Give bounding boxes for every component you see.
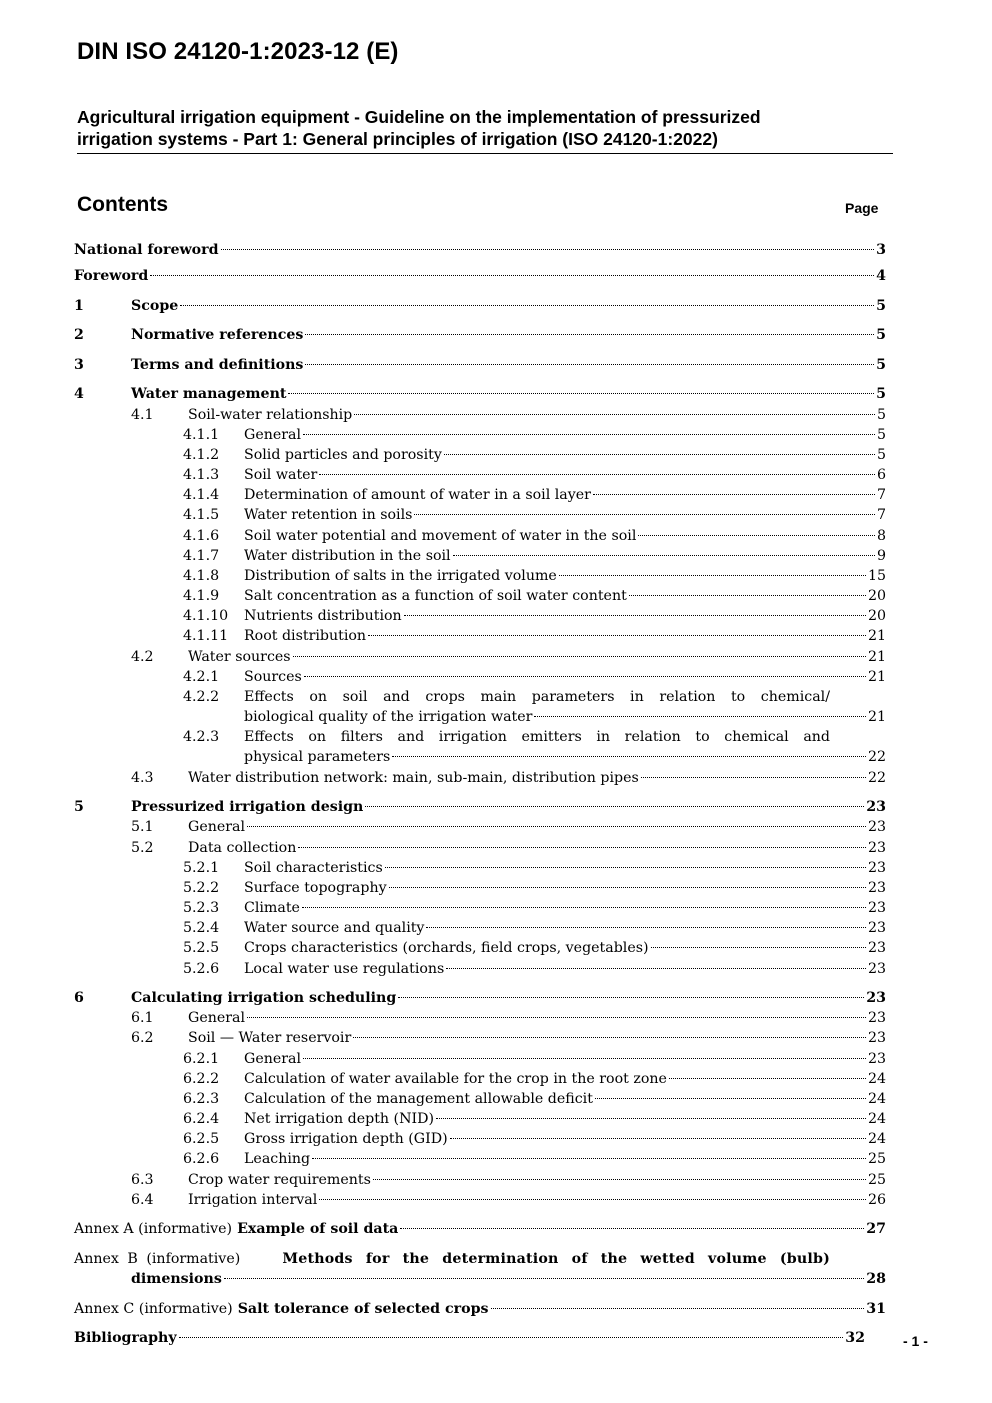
toc-number: 5.2.2 [183, 880, 220, 896]
toc-number: 6.2.5 [183, 1131, 220, 1147]
toc-leader [398, 997, 864, 998]
toc-page: 21 [867, 628, 886, 644]
toc-page: 5 [876, 386, 886, 402]
toc-title: Determination of amount of water in a soil layer [244, 487, 591, 503]
toc-page: 4 [876, 268, 886, 284]
toc-entry-4-2-2[interactable] [74, 689, 886, 709]
toc-title-line2: biological quality of the irrigation water [244, 709, 533, 725]
toc-title: General [244, 427, 302, 443]
toc-page: 23 [866, 990, 886, 1006]
toc-page: 22 [867, 770, 886, 786]
toc-page: 25 [867, 1172, 886, 1188]
toc-page: 9 [876, 548, 886, 564]
toc-entry-6-4[interactable] [74, 1192, 886, 1212]
toc-leader [247, 1017, 866, 1018]
toc-leader [319, 1199, 866, 1200]
document-title [77, 106, 897, 150]
toc-leader [304, 676, 866, 677]
toc-entry-6-2-1[interactable] [74, 1051, 886, 1071]
document-id: DIN ISO 24120-1:2023-12 (E) [77, 38, 399, 65]
toc-page: 23 [867, 840, 886, 856]
toc-entry-4-1-4[interactable] [74, 487, 886, 507]
toc-leader [312, 1158, 866, 1159]
toc-entry-5-2-1[interactable] [74, 860, 886, 880]
toc-entry-4-1-8[interactable] [74, 568, 886, 588]
contents-heading: Contents [77, 193, 168, 216]
toc-title: Data collection [188, 840, 297, 856]
toc-title: Distribution of salts in the irrigated volume [244, 568, 557, 584]
toc-leader [221, 249, 875, 250]
toc-leader [319, 474, 875, 475]
toc-number: 4.1.2 [183, 447, 220, 463]
toc-entry-4-2-1[interactable] [74, 669, 886, 689]
toc-title-line1: Methods for the determination of the wetted volume (bulb) [282, 1251, 830, 1267]
header-divider [77, 153, 893, 154]
toc-title: Climate [244, 900, 300, 916]
toc-number: 5 [74, 799, 84, 815]
toc-number: 5.2.1 [183, 860, 220, 876]
toc-title: Scope [131, 298, 179, 314]
toc-leader [303, 1058, 866, 1059]
toc-page: 28 [866, 1271, 886, 1287]
toc-leader [629, 595, 866, 596]
toc-leader [179, 1337, 844, 1338]
toc-page: 5 [876, 298, 886, 314]
toc-page: 23 [867, 961, 886, 977]
toc-number: 4.1.7 [183, 548, 220, 564]
toc-leader [305, 334, 874, 335]
toc-leader [595, 1098, 866, 1099]
toc-entry-6-2-3[interactable] [74, 1091, 886, 1111]
toc-leader [450, 1138, 866, 1139]
toc-title: Calculating irrigation scheduling [131, 990, 397, 1006]
toc-title: Salt tolerance of selected crops [237, 1301, 489, 1317]
toc-title: Crops characteristics (orchards, field crops, vegetables) [244, 940, 649, 956]
toc-number: 6.2.2 [183, 1071, 220, 1087]
toc-title: Soil water [244, 467, 318, 483]
toc-leader [414, 514, 875, 515]
toc-page: 5 [876, 427, 886, 443]
toc-number: 6.2.1 [183, 1051, 220, 1067]
toc-title: Foreword [74, 268, 149, 284]
toc-leader [303, 434, 875, 435]
toc-title-line1: Effects on filters and irrigation emitters in relation to chemical and [244, 729, 830, 745]
toc-title: General [244, 1051, 302, 1067]
toc-page: 5 [876, 357, 886, 373]
toc-number: 4.1.8 [183, 568, 220, 584]
toc-page: 5 [876, 447, 886, 463]
toc-leader [426, 927, 865, 928]
toc-title: Normative references [131, 327, 304, 343]
toc-entry-5-1[interactable] [74, 819, 886, 839]
toc-entry-6-1[interactable] [74, 1010, 886, 1030]
toc-page: 20 [867, 608, 886, 624]
toc-leader [559, 575, 866, 576]
toc-leader [446, 968, 866, 969]
toc-entry-4-1-11[interactable] [74, 628, 886, 648]
toc-title: Salt concentration as a function of soil water content [244, 588, 627, 604]
toc-leader [392, 756, 866, 757]
toc-page: 6 [876, 467, 886, 483]
toc-title-line2: physical parameters [244, 749, 391, 765]
toc-entry-annex-c[interactable] [74, 1301, 886, 1321]
toc-number: 6.4 [131, 1192, 154, 1208]
toc-title: Pressurized irrigation design [131, 799, 364, 815]
toc-entry-5-2-2[interactable] [74, 880, 886, 900]
toc-page: 21 [867, 709, 886, 725]
toc-entry-6-2-2[interactable] [74, 1071, 886, 1091]
toc-number: 6.1 [131, 1010, 154, 1026]
toc-entry-annex-a[interactable] [74, 1221, 886, 1241]
toc-entry-4-1-3[interactable] [74, 467, 886, 487]
toc-page: 3 [876, 242, 886, 258]
toc-entry-4-1-6[interactable] [74, 528, 886, 548]
toc-entry-5[interactable] [74, 799, 886, 819]
toc-page: 7 [876, 487, 886, 503]
toc-entry-4-3[interactable] [74, 770, 886, 790]
toc-annex-prefix: Annex C (informative) [74, 1301, 233, 1317]
toc-leader [247, 826, 866, 827]
toc-entry-foreword[interactable] [74, 268, 886, 288]
toc-title: Nutrients distribution [244, 608, 402, 624]
toc-entry-4-1-2[interactable] [74, 447, 886, 467]
toc-page: 24 [867, 1071, 886, 1087]
toc-leader [534, 716, 866, 717]
toc-number: 6.2.6 [183, 1151, 220, 1167]
toc-title: Gross irrigation depth (GID) [244, 1131, 448, 1147]
toc-number: 4.1.11 [183, 628, 229, 644]
toc-title: Example of soil data [237, 1221, 399, 1237]
toc-title: Water sources [188, 649, 291, 665]
toc-entry-5-2-3[interactable] [74, 900, 886, 920]
toc-title: Water source and quality [244, 920, 425, 936]
toc-entry-4-2-3[interactable] [74, 729, 886, 749]
toc-leader [180, 305, 874, 306]
toc-page: 23 [867, 940, 886, 956]
toc-leader [150, 275, 874, 276]
toc-number: 5.2.4 [183, 920, 220, 936]
toc-entry-5-2[interactable] [74, 840, 886, 860]
toc-title: General [188, 1010, 246, 1026]
toc-leader [293, 656, 866, 657]
toc-leader [651, 947, 866, 948]
toc-entry-4-1[interactable] [74, 407, 886, 427]
toc-page: 21 [867, 649, 886, 665]
toc-entry-4[interactable] [74, 386, 886, 406]
toc-leader [373, 1179, 866, 1180]
toc-number: 4.2 [131, 649, 154, 665]
toc-number: 4.1.9 [183, 588, 220, 604]
toc-title: Calculation of the management allowable deficit [244, 1091, 593, 1107]
toc-page: 24 [867, 1131, 886, 1147]
toc-number: 6 [74, 990, 84, 1006]
toc-page: 31 [866, 1301, 886, 1317]
toc-page: 5 [876, 327, 886, 343]
toc-number: 3 [74, 357, 84, 373]
toc-number: 1 [74, 298, 84, 314]
toc-number: 4.1 [131, 407, 154, 423]
toc-leader [224, 1278, 864, 1279]
toc-title: Local water use regulations [244, 961, 445, 977]
toc-page: 8 [876, 528, 886, 544]
toc-leader [389, 887, 866, 888]
toc-entry-5-2-6[interactable] [74, 961, 886, 981]
toc-title: Bibliography [74, 1330, 177, 1346]
toc-title: Surface topography [244, 880, 387, 896]
toc-title: Calculation of water available for the crop in the root zone [244, 1071, 667, 1087]
toc-page: 27 [866, 1221, 886, 1237]
toc-title: Soil — Water reservoir [188, 1030, 352, 1046]
toc-page: 26 [867, 1192, 886, 1208]
toc-page: 25 [867, 1151, 886, 1167]
toc-number: 5.2.6 [183, 961, 220, 977]
toc-number: 2 [74, 327, 84, 343]
toc-number: 5.1 [131, 819, 154, 835]
toc-title: Root distribution [244, 628, 367, 644]
document-title-line1: Agricultural irrigation equipment - Guideline on the implementation of pressurized [77, 107, 761, 127]
toc-title: National foreword [74, 242, 219, 258]
toc-entry-4-2-3-cont[interactable] [74, 749, 886, 769]
toc-leader [638, 535, 875, 536]
toc-number: 6.2.3 [183, 1091, 220, 1107]
toc-title: Water distribution network: main, sub-main, distribution pipes [188, 770, 639, 786]
toc-leader [298, 847, 866, 848]
toc-title: Soil characteristics [244, 860, 383, 876]
toc-number: 5.2.3 [183, 900, 220, 916]
toc-title: Net irrigation depth (NID) [244, 1111, 435, 1127]
toc-number: 4.1.1 [183, 427, 220, 443]
toc-page: 5 [876, 407, 886, 423]
toc-number: 4.3 [131, 770, 154, 786]
toc-page: 20 [867, 588, 886, 604]
toc-page: 23 [867, 920, 886, 936]
toc-leader [368, 635, 866, 636]
toc-leader [385, 867, 866, 868]
toc-entry-4-1-10[interactable] [74, 608, 886, 628]
toc-entry-4-2[interactable] [74, 649, 886, 669]
toc-annex-prefix: Annex B (informative) [74, 1251, 241, 1267]
toc-page: 23 [867, 1051, 886, 1067]
toc-leader [354, 414, 875, 415]
toc-leader [305, 364, 874, 365]
toc-leader [365, 806, 864, 807]
toc-leader [404, 615, 866, 616]
toc-entry-4-1-1[interactable] [74, 427, 886, 447]
toc-entry-6-2-6[interactable] [74, 1151, 886, 1171]
toc-page: 23 [867, 1030, 886, 1046]
toc-leader [288, 393, 874, 394]
toc-number: 5.2 [131, 840, 154, 856]
toc-leader [436, 1118, 866, 1119]
toc-number: 4.2.3 [183, 729, 220, 745]
toc-number: 4 [74, 386, 84, 402]
toc-number: 4.1.4 [183, 487, 220, 503]
toc-number: 4.1.10 [183, 608, 229, 624]
toc-number: 4.2.1 [183, 669, 220, 685]
toc-page: 24 [867, 1111, 886, 1127]
toc-title-line1: Effects on soil and crops main parameters in relation to chemical/ [244, 689, 830, 705]
toc-entry-5-2-4[interactable] [74, 920, 886, 940]
toc-title: Terms and definitions [131, 357, 304, 373]
toc-leader [491, 1308, 865, 1309]
toc-page: 15 [867, 568, 886, 584]
toc-page: 23 [867, 880, 886, 896]
toc-title: Water distribution in the soil [244, 548, 451, 564]
toc-page: 32 [845, 1330, 865, 1346]
toc-title: Solid particles and porosity [244, 447, 442, 463]
toc-page: 23 [867, 900, 886, 916]
toc-title: Water management [131, 386, 287, 402]
toc-entry-6-2[interactable] [74, 1030, 886, 1050]
document-title-line2: irrigation systems - Part 1: General principles of irrigation (ISO 24120-1:2022) [77, 129, 718, 149]
toc-entry-6-2-5[interactable] [74, 1131, 886, 1151]
toc-page: 7 [876, 507, 886, 523]
toc-page: 23 [866, 799, 886, 815]
toc-entry-bibliography[interactable] [74, 1330, 886, 1350]
toc-entry-national-foreword[interactable] [74, 242, 886, 262]
toc-number: 4.1.6 [183, 528, 220, 544]
toc-number: 6.3 [131, 1172, 154, 1188]
toc-leader [453, 555, 875, 556]
toc-page: 23 [867, 1010, 886, 1026]
toc-entry-4-1-9[interactable] [74, 588, 886, 608]
toc-page: 23 [867, 860, 886, 876]
toc-leader [302, 907, 866, 908]
toc-number: 4.2.2 [183, 689, 220, 705]
toc-number: 4.1.3 [183, 467, 220, 483]
toc-number: 4.1.5 [183, 507, 220, 523]
toc-entry-annex-b[interactable] [74, 1251, 886, 1271]
toc-entry-4-1-5[interactable] [74, 507, 886, 527]
toc-title: Soil-water relationship [188, 407, 353, 423]
toc-title: Irrigation interval [188, 1192, 318, 1208]
toc-title: Water retention in soils [244, 507, 413, 523]
toc-number: 6.2.4 [183, 1111, 220, 1127]
toc-page: 21 [867, 669, 886, 685]
page-column-heading: Page [845, 200, 879, 216]
toc-page: 22 [867, 749, 886, 765]
toc-title: Leaching [244, 1151, 311, 1167]
toc-leader [669, 1078, 866, 1079]
toc-title: Soil water potential and movement of water in the soil [244, 528, 637, 544]
toc-entry-1[interactable] [74, 298, 886, 318]
toc-entry-6-3[interactable] [74, 1172, 886, 1192]
toc-entry-4-2-2-cont[interactable] [74, 709, 886, 729]
toc-entry-3[interactable] [74, 357, 886, 377]
toc-entry-6-2-4[interactable] [74, 1111, 886, 1131]
toc-entry-5-2-5[interactable] [74, 940, 886, 960]
toc-entry-annex-b-cont[interactable] [74, 1271, 886, 1291]
toc-title: Sources [244, 669, 302, 685]
toc-leader [641, 777, 866, 778]
toc-leader [444, 454, 875, 455]
toc-title: General [188, 819, 246, 835]
page-number: - 1 - [903, 1333, 928, 1349]
toc-page: 23 [867, 819, 886, 835]
toc-leader [353, 1037, 866, 1038]
toc-title: Crop water requirements [188, 1172, 371, 1188]
toc-entry-2[interactable] [74, 327, 886, 347]
toc-leader [593, 494, 875, 495]
toc-leader [400, 1228, 864, 1229]
toc-entry-4-1-7[interactable] [74, 548, 886, 568]
toc-title-line2: dimensions [131, 1271, 222, 1287]
toc-page: 24 [867, 1091, 886, 1107]
toc-number: 6.2 [131, 1030, 154, 1046]
toc-number: 5.2.5 [183, 940, 220, 956]
toc-entry-6[interactable] [74, 990, 886, 1010]
toc-annex-prefix: Annex A (informative) [74, 1221, 233, 1237]
